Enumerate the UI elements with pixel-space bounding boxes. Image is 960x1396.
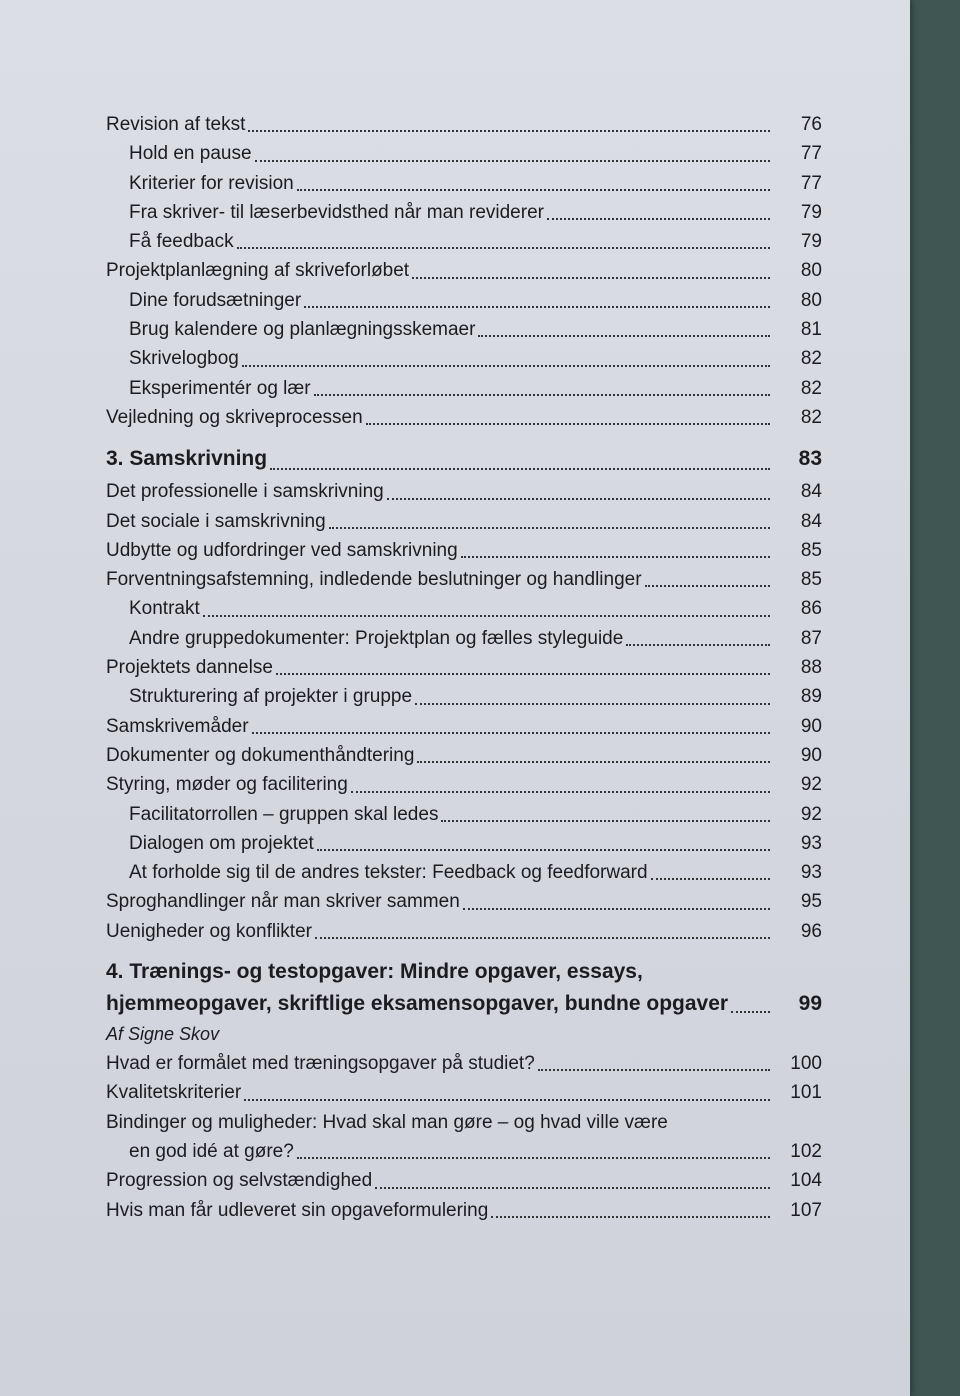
dot-leader <box>491 1216 770 1218</box>
page-number: 89 <box>800 686 822 708</box>
page-number: 82 <box>800 348 822 370</box>
toc-entry <box>106 536 822 565</box>
page-number: 93 <box>800 862 822 884</box>
dot-leader <box>297 189 770 191</box>
toc-entry <box>106 887 822 916</box>
entry-label: Sproghandlinger når man skriver sammen <box>106 891 460 913</box>
toc-section <box>106 110 822 432</box>
page-number: 92 <box>800 803 822 825</box>
entry-label: Vejledning og skriveprocessen <box>106 406 363 428</box>
entry-label: Projektets dannelse <box>106 657 273 679</box>
toc-entry <box>106 1166 822 1195</box>
chapter-title-row <box>106 988 822 1020</box>
dot-leader <box>317 849 770 851</box>
page-number: 85 <box>800 539 822 561</box>
toc-entry-multiline <box>106 1108 822 1167</box>
page-number: 101 <box>790 1082 822 1104</box>
dot-leader <box>237 247 770 249</box>
toc-entry <box>106 169 822 198</box>
toc-entry <box>106 770 822 799</box>
toc-entry <box>106 565 822 594</box>
dot-leader <box>441 820 770 822</box>
toc-entry <box>106 256 822 285</box>
toc-entry <box>106 110 822 139</box>
table-of-contents <box>106 110 822 1225</box>
toc-entry <box>106 624 822 653</box>
toc-entry <box>106 477 822 506</box>
dot-leader <box>203 615 770 617</box>
entry-label: Eksperimentér og lær <box>129 377 311 399</box>
toc-entry <box>106 800 822 829</box>
entry-label-line: en god idé at gøre? <box>129 1140 294 1162</box>
dot-leader <box>412 277 770 279</box>
page-number: 90 <box>800 715 822 737</box>
entry-label: Forventningsafstemning, indledende beslutninger og handlinger <box>106 569 642 591</box>
page-number: 79 <box>800 231 822 253</box>
dot-leader <box>463 908 770 910</box>
toc-entry <box>106 507 822 536</box>
page-number: 84 <box>800 481 822 503</box>
toc-entry <box>106 139 822 168</box>
page-number: 99 <box>798 992 822 1016</box>
toc-entry <box>106 712 822 741</box>
page-number: 83 <box>798 447 822 471</box>
entry-row <box>106 1137 822 1166</box>
dot-leader <box>270 468 770 470</box>
dot-leader <box>366 423 770 425</box>
entry-label: Fra skriver- til læserbevidsthed når man reviderer <box>129 201 544 223</box>
page-number: 81 <box>800 319 822 341</box>
entry-label-line: Bindinger og muligheder: Hvad skal man gøre – og hvad ville være <box>106 1111 668 1133</box>
dot-leader <box>417 761 770 763</box>
toc-entry <box>106 917 822 946</box>
dot-leader <box>244 1099 770 1101</box>
entry-label: Skrivelogbog <box>129 348 239 370</box>
dot-leader <box>329 527 770 529</box>
chapter-title-line: 4. Trænings- og testopgaver: Mindre opgaver, essays, <box>106 960 643 984</box>
dot-leader <box>626 644 770 646</box>
entry-label: Kriterier for revision <box>129 172 294 194</box>
page-number: 79 <box>800 201 822 223</box>
toc-entry <box>106 653 822 682</box>
dot-leader <box>645 585 770 587</box>
page-number: 82 <box>800 377 822 399</box>
toc-entry <box>106 403 822 432</box>
dot-leader <box>375 1187 770 1189</box>
page-number: 90 <box>800 744 822 766</box>
toc-entry <box>106 227 822 256</box>
page-number: 80 <box>800 260 822 282</box>
entry-label: Progression og selvstændighed <box>106 1170 373 1192</box>
dot-leader <box>651 878 770 880</box>
entry-label: Kvalitetskriterier <box>106 1082 242 1104</box>
page-number: 84 <box>800 510 822 532</box>
page-number: 92 <box>800 774 822 796</box>
page-number: 100 <box>790 1053 822 1075</box>
page-number: 107 <box>790 1199 822 1221</box>
dot-leader <box>415 703 770 705</box>
toc-entry <box>106 682 822 711</box>
entry-label: Strukturering af projekter i gruppe <box>129 686 413 708</box>
entry-label: Det professionelle i samskrivning <box>106 481 384 503</box>
page-number: 82 <box>800 406 822 428</box>
dot-leader <box>731 1011 770 1013</box>
page-number: 77 <box>800 143 822 165</box>
page-number: 104 <box>790 1170 822 1192</box>
toc-section <box>106 477 822 946</box>
dot-leader <box>242 365 770 367</box>
page-number: 76 <box>800 114 822 135</box>
page-number: 102 <box>790 1140 822 1162</box>
entry-label: Kontrakt <box>129 598 200 620</box>
entry-label: Hold en pause <box>129 143 252 165</box>
chapter-title-line: hjemmeopgaver, skriftlige eksamensopgaver, bundne opgaver <box>106 992 729 1016</box>
entry-label: Facilitatorrollen – gruppen skal ledes <box>129 803 439 825</box>
toc-entry <box>106 741 822 770</box>
entry-label: Andre gruppedokumenter: Projektplan og fælles styleguide <box>129 627 624 649</box>
toc-entry <box>106 1049 822 1078</box>
entry-label: Udbytte og udfordringer ved samskrivning <box>106 539 458 561</box>
page-number: 80 <box>800 289 822 311</box>
entry-label: At forholde sig til de andres tekster: Feedback og feedforward <box>129 862 648 884</box>
entry-label: Det sociale i samskrivning <box>106 510 326 532</box>
dot-leader <box>255 160 770 162</box>
dot-leader <box>315 937 770 939</box>
entry-label: Projektplanlægning af skriveforløbet <box>106 260 410 282</box>
entry-label: Samskrivemåder <box>106 715 249 737</box>
toc-entry <box>106 858 822 887</box>
page-number: 96 <box>800 920 822 942</box>
entry-label: Styring, møder og facilitering <box>106 774 348 796</box>
dot-leader <box>461 556 770 558</box>
dot-leader <box>304 306 770 308</box>
page-number: 87 <box>800 627 822 649</box>
page-number: 77 <box>800 172 822 194</box>
toc-section <box>106 1049 822 1108</box>
page-number: 95 <box>800 891 822 913</box>
dot-leader <box>297 1157 770 1159</box>
toc-entry <box>106 594 822 623</box>
toc-chapter-3 <box>106 440 822 477</box>
toc-entry <box>106 1196 822 1225</box>
dot-leader <box>248 130 770 132</box>
chapter-title: 3. Samskrivning <box>106 447 268 471</box>
entry-label: Hvad er formålet med træningsopgaver på studiet? <box>106 1053 535 1075</box>
dot-leader <box>547 218 770 220</box>
toc-entry <box>106 315 822 344</box>
toc-entry <box>106 374 822 403</box>
page-number: 88 <box>800 657 822 679</box>
page-number: 85 <box>800 569 822 591</box>
toc-entry <box>106 829 822 858</box>
entry-label: Dine forudsætninger <box>129 289 302 311</box>
dot-leader <box>538 1069 770 1071</box>
dot-leader <box>387 498 770 500</box>
toc-entry <box>106 286 822 315</box>
toc-entry <box>106 198 822 227</box>
entry-label: Dokumenter og dokumenthåndtering <box>106 744 415 766</box>
toc-section <box>106 1166 822 1225</box>
entry-label: Hvis man får udleveret sin opgaveformulering <box>106 1199 489 1221</box>
entry-label: Dialogen om projektet <box>129 832 314 854</box>
dot-leader <box>252 732 770 734</box>
dot-leader <box>478 335 770 337</box>
entry-label: Revision af tekst <box>106 114 246 135</box>
dot-leader <box>314 394 770 396</box>
dot-leader <box>351 791 770 793</box>
dot-leader <box>276 673 770 675</box>
entry-label: Uenigheder og konflikter <box>106 920 312 942</box>
page-number: 93 <box>800 832 822 854</box>
entry-label: Brug kalendere og planlægningsskemaer <box>129 319 476 341</box>
toc-entry <box>106 1078 822 1107</box>
page-number: 86 <box>800 598 822 620</box>
entry-label: Få feedback <box>129 231 234 253</box>
chapter-author: Af Signe Skov <box>106 1024 220 1045</box>
toc-chapter-4 <box>106 956 822 1020</box>
toc-entry <box>106 344 822 373</box>
